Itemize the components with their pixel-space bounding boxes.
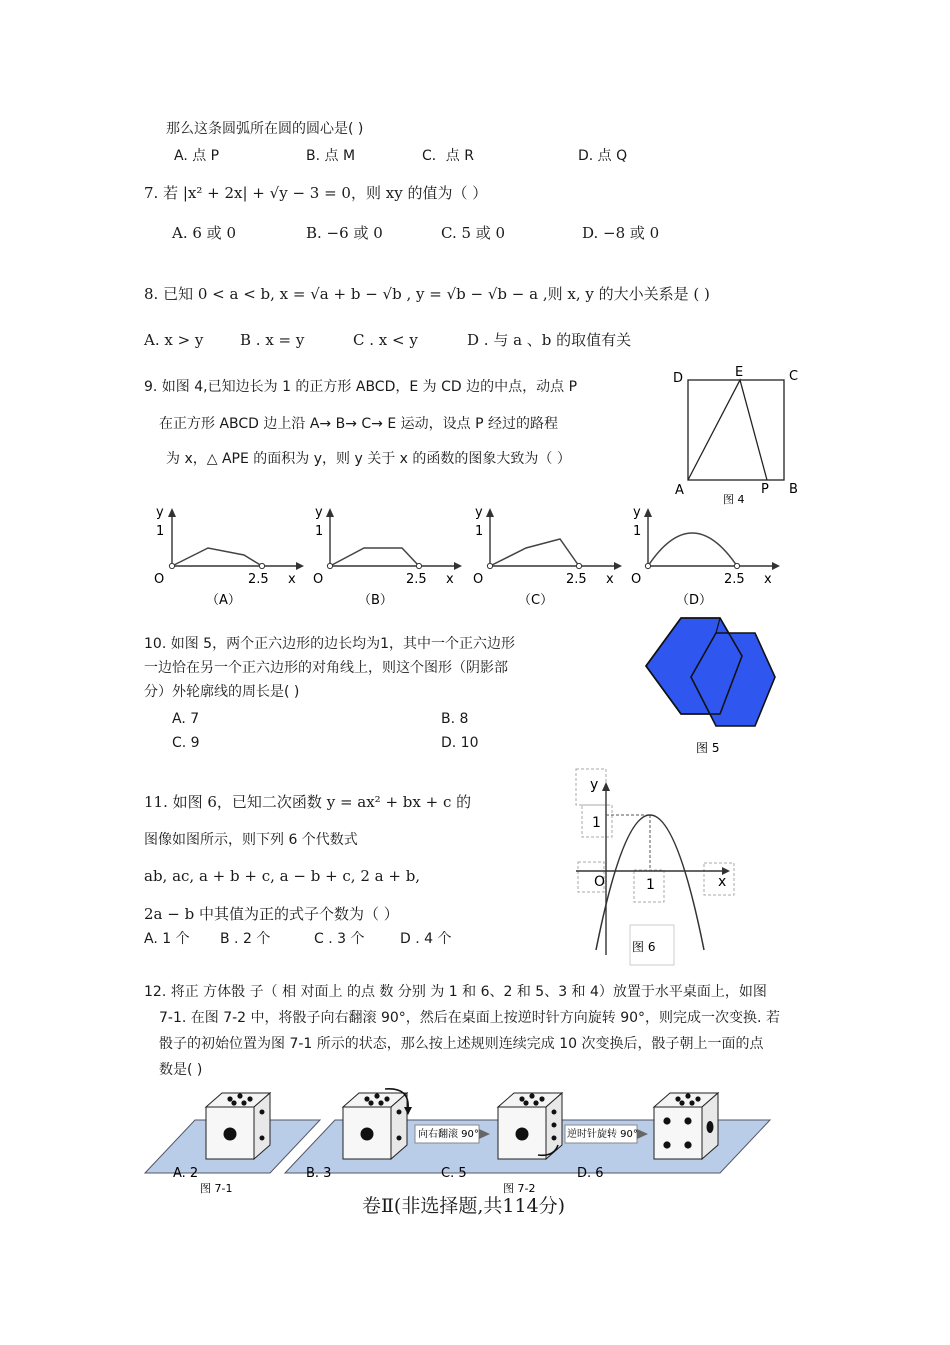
q12-option-a: A. 2 [173, 1166, 199, 1181]
die-2 [343, 1089, 412, 1159]
q10-option-c: C. 9 [172, 735, 200, 751]
q6-stem: 那么这条圆弧所在圆的圆心是( ) [166, 121, 364, 137]
graph-c-label: （C） [518, 593, 554, 608]
fig6-y-axis: y [590, 777, 599, 793]
section-title: 卷Ⅱ(非选择题,共114分) [362, 1195, 566, 1217]
graph-c-x-axis: x [606, 572, 614, 587]
fig7-1-caption: 图 7-1 [200, 1182, 233, 1195]
q11-line-3: ab, ac, a + b + c, a − b + c, 2 a + b, [144, 867, 421, 885]
graph-b-y-tick: 1 [315, 524, 324, 539]
q12-line-3: 骰子的初始位置为图 7-1 所示的状态，那么按上述规则连续完成 10 次变换后，骰子朝上一面的点 [159, 1036, 764, 1052]
graph-d-y-axis: y [633, 505, 641, 520]
fig5-caption: 图 5 [696, 741, 720, 755]
q11-option-a: A. 1 个 [144, 931, 190, 947]
q12-option-c: C. 5 [441, 1166, 467, 1181]
fig4-caption: 图 4 [723, 493, 745, 506]
graph-b-x-axis: x [446, 572, 454, 587]
q11-line-4: 2a − b 中其值为正的式子个数为（ ） [144, 905, 399, 923]
graph-a-label: （A） [206, 593, 241, 608]
fig6-x-axis: x [718, 874, 727, 890]
graph-d-x-axis: x [764, 572, 772, 587]
q10-option-b: B. 8 [441, 711, 469, 727]
fig4-label-e: E [735, 365, 744, 380]
q9-line-1: 9. 如图 4,已知边长为 1 的正方形 ABCD，E 为 CD 边的中点，动点 P [144, 379, 578, 395]
q8-option-b: B . x = y [240, 331, 305, 349]
fig6-caption: 图 6 [632, 940, 656, 954]
figure-7-dice [140, 1085, 780, 1195]
q10-line-2: 一边恰在另一个正六边形的对角线上，则这个图形（阴影部 [144, 660, 508, 676]
graph-b-y-axis: y [315, 505, 323, 520]
graph-b [306, 503, 466, 615]
q7-option-d: D. −8 或 0 [582, 224, 660, 242]
arrow-label-roll: 向右翻滚 90° [418, 1129, 479, 1140]
q12-line-4: 数是( ) [159, 1062, 203, 1078]
graph-a-origin: O [154, 572, 165, 587]
arrow-label-rotate: 逆时针旋转 90° [567, 1129, 638, 1140]
q12-line-1: 12. 将正 方体骰 子（ 相 对面上 的点 数 分别 为 1 和 6、2 和 5、3 和 4）放置于水平桌面上，如图 [144, 984, 767, 1000]
graph-d-origin: O [631, 572, 642, 587]
fig4-label-c: C [789, 369, 799, 384]
q10-option-a: A. 7 [172, 711, 200, 727]
q6-option-a: A. 点 P [174, 148, 220, 164]
q12-option-b: B. 3 [306, 1166, 332, 1181]
q7-option-b: B. −6 或 0 [306, 224, 383, 242]
q8-option-a: A. x > y [144, 331, 204, 349]
graph-b-label: （B） [358, 593, 393, 608]
q11-option-c: C . 3 个 [314, 931, 365, 947]
q8-stem: 8. 已知 0 < a < b, x = √a + b − √b , y = √b − √b − a ,则 x, y 的大小关系是 ( ) [144, 285, 710, 303]
q10-line-1: 10. 如图 5，两个正六边形的边长均为1，其中一个正六边形 [144, 636, 515, 652]
fig7-2-caption: 图 7-2 [503, 1182, 536, 1195]
graph-d-y-tick: 1 [633, 524, 642, 539]
graph-c-y-axis: y [475, 505, 483, 520]
q7-stem: 7. 若 |x² + 2x| + √y − 3 = 0，则 xy 的值为（ ） [144, 184, 488, 202]
q10-line-3: 分）外轮廓线的周长是( ) [144, 684, 300, 700]
graph-c [466, 503, 626, 615]
graph-b-x-tick: 2.5 [406, 572, 427, 587]
q9-line-2: 在正方形 ABCD 边上沿 A→ B→ C→ E 运动，设点 P 经过的路程 [159, 416, 558, 432]
graph-c-y-tick: 1 [475, 524, 484, 539]
die-4 [654, 1093, 718, 1159]
die-1 [206, 1093, 270, 1159]
fig4-label-b: B [789, 482, 798, 497]
die-3 [498, 1093, 562, 1159]
q7-option-a: A. 6 或 0 [172, 224, 236, 242]
q8-option-c: C . x < y [353, 331, 418, 349]
graph-d-label: （D） [676, 593, 713, 608]
fig4-label-d: D [673, 371, 684, 386]
graph-a-y-axis: y [156, 505, 164, 520]
q12-option-d: D. 6 [577, 1166, 604, 1181]
q6-option-b: B. 点 M [306, 148, 356, 164]
q6-option-d: D. 点 Q [578, 148, 628, 164]
q11-line-1: 11. 如图 6，已知二次函数 y = ax² + bx + c 的 [144, 793, 472, 811]
fig4-label-p: P [761, 482, 769, 497]
q11-option-d: D . 4 个 [400, 931, 452, 947]
graph-a-x-axis: x [288, 572, 296, 587]
q8-option-d: D . 与 a 、b 的取值有关 [467, 331, 632, 349]
graph-b-origin: O [313, 572, 324, 587]
figure-4-square [665, 362, 805, 510]
graph-a [148, 503, 308, 615]
q7-option-c: C. 5 或 0 [441, 224, 506, 242]
figure-6-parabola [570, 765, 740, 970]
fig6-origin: O [594, 874, 606, 890]
figure-5-hexagons [640, 615, 782, 760]
q11-option-b: B . 2 个 [220, 931, 271, 947]
q12-line-2: 7-1. 在图 7-2 中，将骰子向右翻滚 90°，然后在桌面上按逆时针方向旋转 90°，则完成一次变换. 若 [159, 1010, 780, 1026]
fig6-x-tick: 1 [646, 877, 655, 893]
graph-d [624, 503, 784, 615]
q11-line-2: 图像如图所示，则下列 6 个代数式 [144, 832, 358, 848]
q9-line-3: 为 x，△ APE 的面积为 y，则 y 关于 x 的函数的图象大致为（ ） [166, 451, 571, 467]
graph-d-x-tick: 2.5 [724, 572, 745, 587]
graph-c-x-tick: 2.5 [566, 572, 587, 587]
q6-option-c: C．点 R [422, 148, 474, 164]
fig4-label-a: A [675, 483, 684, 498]
graph-a-x-tick: 2.5 [248, 572, 269, 587]
q10-option-d: D. 10 [441, 735, 479, 751]
graph-c-origin: O [473, 572, 484, 587]
graph-a-y-tick: 1 [156, 524, 165, 539]
fig6-y-tick: 1 [592, 815, 601, 831]
